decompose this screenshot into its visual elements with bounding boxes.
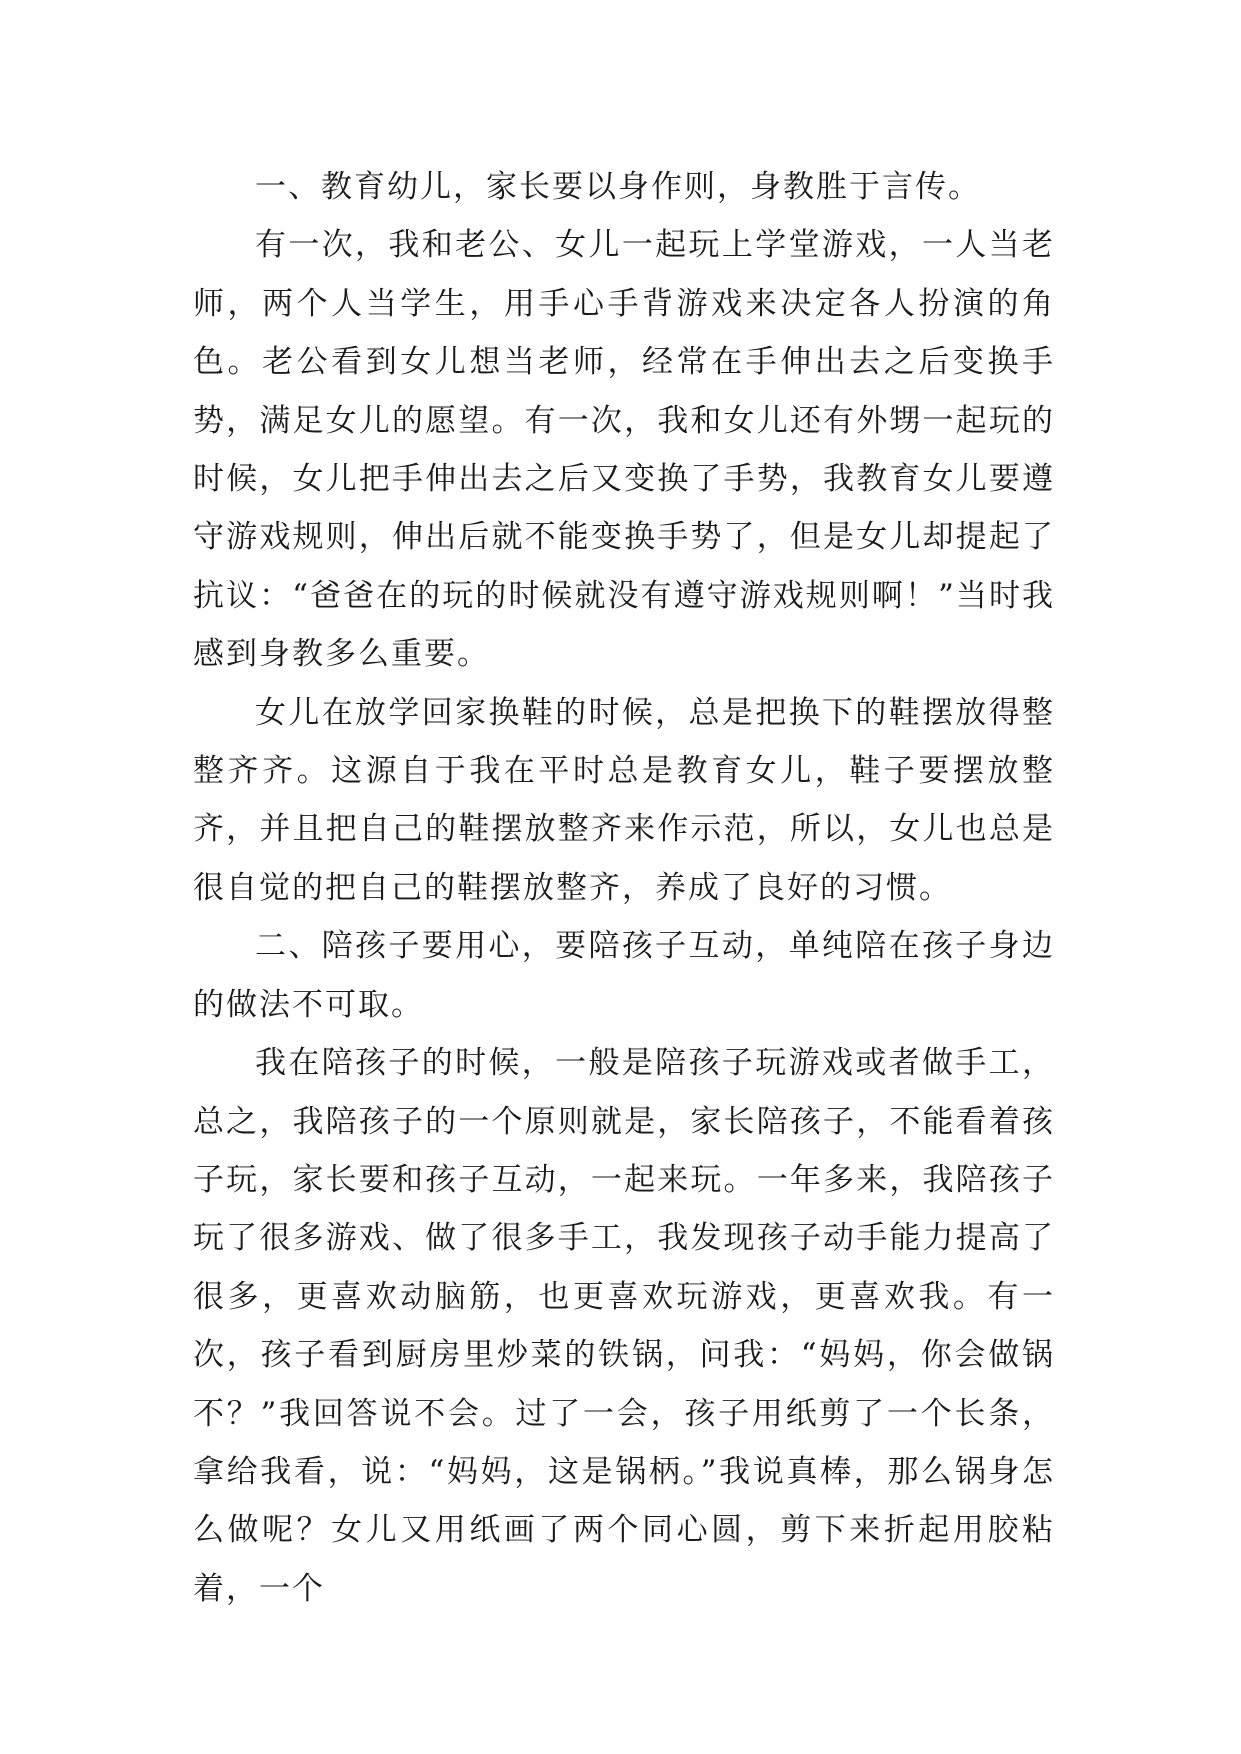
section-heading-1: 一、教育幼儿，家长要以身作则，身教胜于言传。 — [255, 169, 981, 205]
paragraph-game-story: 有一次，我和老公、女儿一起玩上学堂游戏，一人当老师，两个人当学生，用手心手背游戏来决定各人扮演的角色。老公看到女儿想当老师，经常在手伸出去之后变换手势，满足女儿的愿望。有一次，我和女儿还有外甥一起玩的时候，女儿把手伸出去之后又变换了手势，我教育女儿要遵守游戏规则，伸出后就不能变换手势了，但是女儿却提起了抗议：“爸爸在的玩的时候就没有遵守游戏规则啊！”当时我感到身教多么重要。 — [193, 227, 1055, 673]
document-body — [193, 158, 1055, 1618]
paragraph-handcraft-story: 我在陪孩子的时候，一般是陪孩子玩游戏或者做手工，总之，我陪孩子的一个原则就是，家长陪孩子，不能看着孩子玩，家长要和孩子互动，一起来玩。一年多来，我陪孩子玩了很多游戏、做了很多手工，我发现孩子动手能力提高了很多，更喜欢动脑筋，也更喜欢玩游戏，更喜欢我。有一次，孩子看到厨房里炒菜的铁锅，问我：“妈妈，你会做锅不？”我回答说不会。过了一会，孩子用纸剪了一个长条，拿给我看，说：“妈妈，这是锅柄。”我说真棒，那么锅身怎么做呢？女儿又用纸画了两个同心圆，剪下来折起用胶粘着，一个 — [193, 1045, 1055, 1607]
section-heading-2: 二、陪孩子要用心，要陪孩子互动，单纯陪在孩子身边的做法不可取。 — [193, 928, 1055, 1023]
paragraph-shoes-story: 女儿在放学回家换鞋的时候，总是把换下的鞋摆放得整整齐齐。这源自于我在平时总是教育女儿，鞋子要摆放整齐，并且把自己的鞋摆放整齐来作示范，所以，女儿也总是很自觉的把自己的鞋摆放整齐，养成了良好的习惯。 — [193, 694, 1055, 906]
